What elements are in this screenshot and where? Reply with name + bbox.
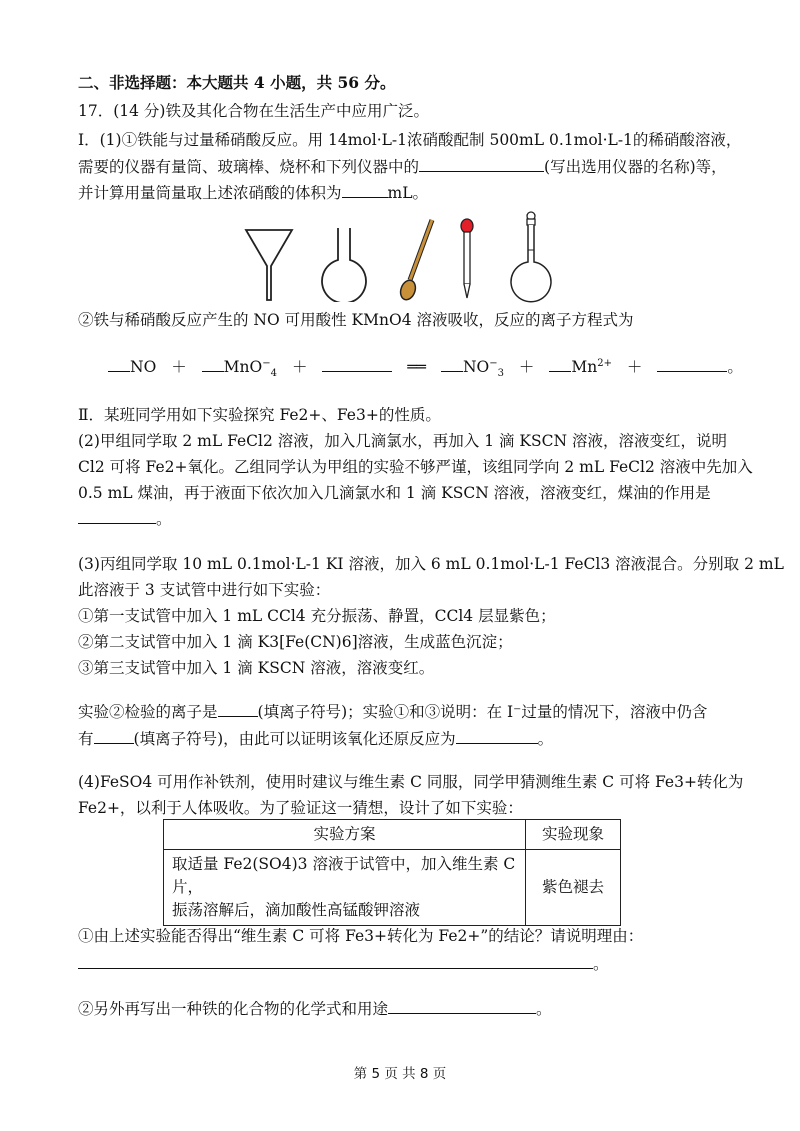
q17-p1-line1: I．(1)①铁能与过量稀硝酸反应。用 14mol·L-1浓硝酸配制 500mL 0.1mol·L-1的稀硝酸溶液，: [78, 131, 742, 149]
q3-line3: ①第一支试管中加入 1 mL CCl4 充分振荡、静置，CCl4 层显紫色；: [78, 607, 556, 625]
coef-blank-4[interactable]: [549, 356, 571, 372]
dropper-icon: [455, 210, 479, 302]
text: 。: [156, 510, 172, 528]
text: 。: [593, 955, 609, 973]
q3-line1: (3)丙组同学取 10 mL 0.1mol·L-1 KI 溶液，加入 6 mL 0.1mol·L-1 FeCl3 溶液混合。分别取 2 mL: [78, 555, 784, 573]
text: 实验②检验的离子是: [78, 703, 218, 721]
eq-end: 。: [727, 358, 743, 376]
eq-plus: ＋: [171, 358, 187, 376]
text: (填离子符号)；实验①和③说明：在 I⁻过量的情况下，溶液中仍含: [257, 703, 708, 721]
answer-blank-reason[interactable]: [78, 953, 593, 969]
q3-line4: ②第二支试管中加入 1 滴 K3[Fe(CN)6]溶液，生成蓝色沉淀；: [78, 633, 513, 651]
experiment-table: [163, 819, 621, 926]
answer-blank-volume[interactable]: [342, 182, 388, 198]
spoon-icon: [398, 210, 438, 302]
q17-p2: ②铁与稀硝酸反应产生的 NO 可用酸性 KMnO4 溶液吸收，反应的离子方程式为: [78, 311, 634, 329]
coef-blank-3[interactable]: [441, 356, 463, 372]
plan-line1: 取适量 Fe2(SO4)3 溶液于试管中，加入维生素 C 片，: [172, 855, 516, 896]
eq-term-mno4: MnO−$_4$: [223, 357, 277, 380]
text: 需要的仪器有量筒、玻璃棒、烧杯和下列仪器中的: [78, 158, 420, 176]
eq-term-mn: $Mn^{2+}$: [571, 357, 612, 376]
q17-p1-line3: [78, 182, 428, 204]
q2-line3: 0.5 mL 煤油，再于液面下依次加入几滴氯水和 1 滴 KSCN 溶液，溶液变红，煤油的作用是: [78, 484, 711, 502]
volumetric-flask-icon: [506, 210, 556, 305]
plan-line2: 振荡溶解后，滴加酸性高锰酸钾溶液: [172, 901, 421, 919]
section-heading: 二、非选择题：本大题共 4 小题，共 56 分。: [78, 73, 396, 92]
q2-line4: [78, 508, 172, 530]
text: (填离子符号)，由此可以证明该氧化还原反应为: [133, 730, 456, 748]
answer-blank-kerosene[interactable]: [78, 508, 156, 524]
table-header-row: [164, 820, 621, 850]
answer-blank-compound[interactable]: [388, 998, 536, 1014]
text: 。: [537, 730, 554, 748]
funnel-icon: [244, 210, 294, 302]
round-flask-icon: [318, 210, 370, 302]
ionic-equation: [108, 356, 743, 378]
part2-title: Ⅱ．某班同学用如下实验探究 Fe2+、Fe3+的性质。: [78, 406, 441, 424]
text: 。: [536, 1000, 552, 1018]
species-blank-2[interactable]: [657, 356, 727, 372]
q3-answer-line1: [78, 701, 707, 723]
coef-blank-2[interactable]: [202, 356, 224, 372]
q17-intro: 17．(14 分)铁及其化合物在生活生产中应用广泛。: [78, 102, 429, 120]
answer-blank-reaction[interactable]: [456, 728, 538, 744]
q4-line1: (4)FeSO4 可用作补铁剂，使用时建议与维生素 C 同服，同学甲猜测维生素 C 可将 Fe3+转化为: [78, 773, 744, 791]
q4-sub1-answer: [78, 953, 609, 975]
text: ②另外再写出一种铁的化合物的化学式和用途: [78, 1000, 389, 1018]
answer-blank-ion1[interactable]: [218, 701, 258, 717]
q2-line1: (2)甲组同学取 2 mL FeCl2 溶液，加入几滴氯水，再加入 1 滴 KSCN 溶液，溶液变红，说明: [78, 432, 727, 450]
eq-plus: ＋: [518, 358, 535, 376]
table-cell-plan: [164, 850, 526, 926]
eq-term-no: NO: [130, 358, 157, 376]
text: 有: [78, 730, 94, 748]
q4-sub1: ①由上述实验能否得出“维生素 C 可将 Fe3+转化为 Fe2+”的结论？请说明理由：: [78, 927, 644, 945]
table-header-plan: 实验方案: [164, 820, 526, 850]
q3-answer-line2: [78, 728, 553, 750]
eq-plus: ＋: [291, 358, 308, 376]
q4-line2: Fe2+，以利于人体吸收。为了验证这一猜想，设计了如下实验：: [78, 799, 523, 817]
q3-line2: 此溶液于 3 支试管中进行如下实验：: [78, 581, 331, 599]
page-footer: 第 5 页 共 8 页: [353, 1066, 447, 1082]
q3-line5: ③第三支试管中加入 1 滴 KSCN 溶液，溶液变红。: [78, 659, 435, 677]
table-cell-phenomenon: 紫色褪去: [526, 850, 621, 926]
eq-plus: ＋: [626, 358, 643, 376]
species-blank-1[interactable]: [322, 356, 392, 372]
q4-sub2: [78, 998, 552, 1020]
coef-blank-1[interactable]: [108, 356, 130, 372]
q17-p1-line2: [78, 156, 727, 178]
text: mL。: [387, 184, 429, 202]
table-header-phenomenon: 实验现象: [526, 820, 621, 850]
eq-term-no3: $NO^-_3$: [462, 357, 504, 380]
text: 并计算用量筒量取上述浓硝酸的体积为: [78, 184, 342, 202]
eq-equals: ══: [407, 358, 426, 376]
answer-blank-instrument[interactable]: [419, 156, 544, 172]
text: (写出选用仪器的名称)等，: [544, 158, 727, 176]
table-row: [164, 850, 621, 926]
q2-line2: Cl2 可将 Fe2+氧化。乙组同学认为甲组的实验不够严谨，该组同学向 2 mL FeCl2 溶液中先加入: [78, 458, 753, 476]
answer-blank-ion2[interactable]: [94, 728, 134, 744]
